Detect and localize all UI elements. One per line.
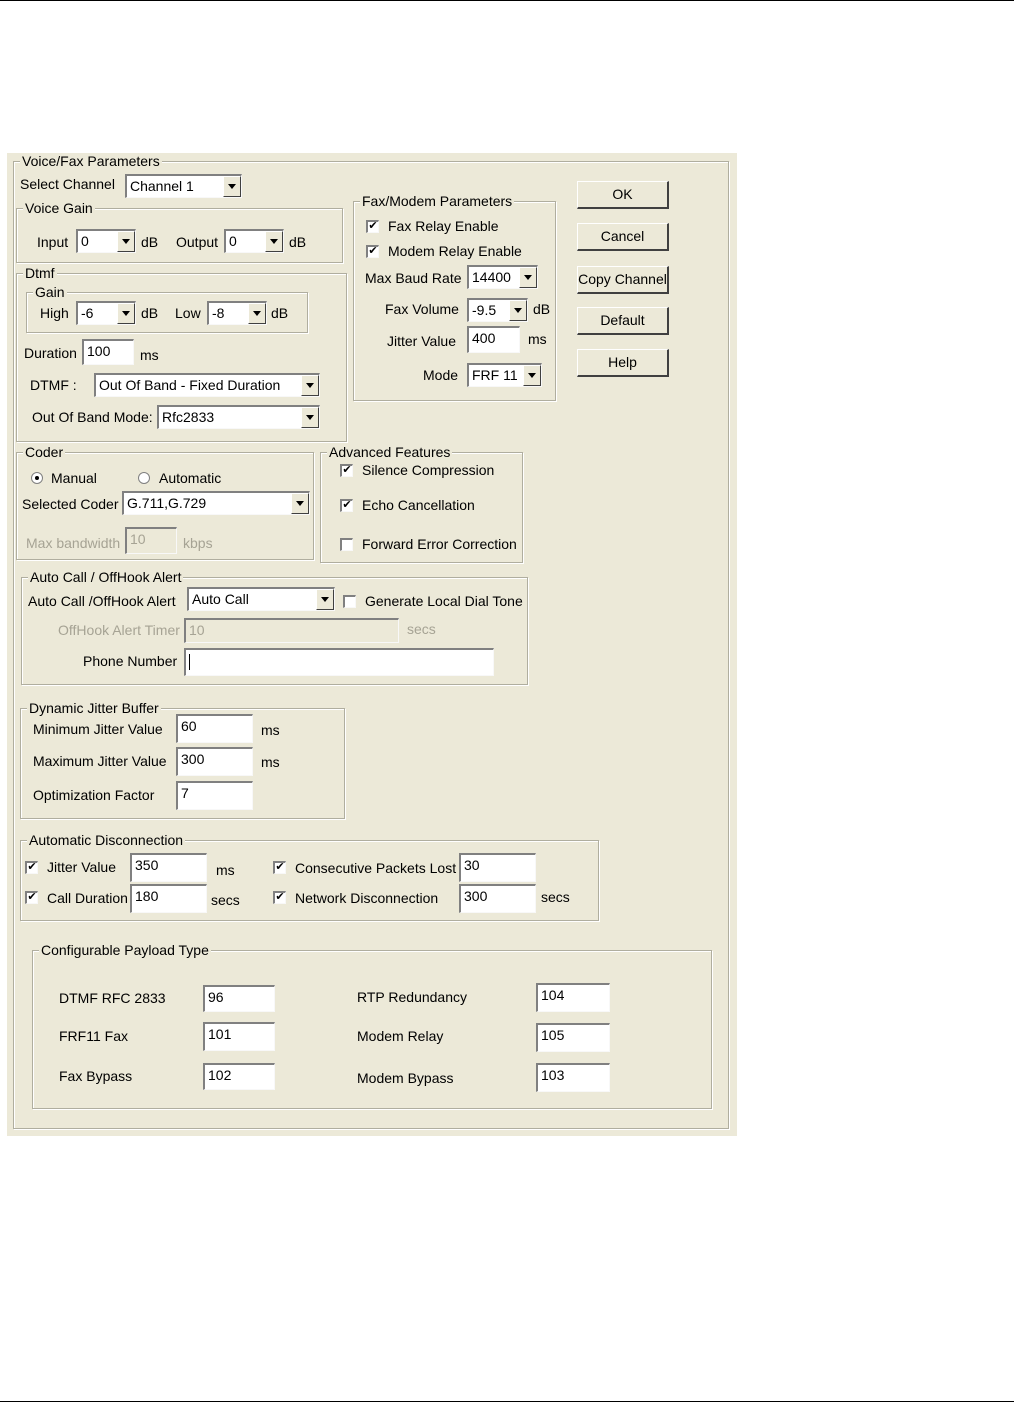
offhook-timer-input[interactable]: 10 <box>184 618 399 643</box>
fax-mode-combo[interactable] <box>467 363 542 387</box>
payload-modem-relay-input[interactable]: 105 <box>536 1023 610 1052</box>
silence-compression-checkbox[interactable]: ✔ <box>340 464 353 477</box>
fax-mode-label: Mode <box>423 367 459 383</box>
modem-relay-label: Modem Relay Enable <box>388 243 522 259</box>
input-gain-label: Input <box>37 234 69 250</box>
max-jitter-label: Maximum Jitter Value <box>33 753 167 769</box>
echo-cancellation-label: Echo Cancellation <box>362 497 475 513</box>
group-title: Advanced Features <box>329 444 451 460</box>
fax-volume-combo[interactable] <box>467 298 528 322</box>
coder-manual-label: Manual <box>51 470 97 486</box>
payload-frf11-input[interactable]: 101 <box>203 1022 275 1051</box>
silence-compression-label: Silence Compression <box>362 462 495 478</box>
chevron-down-icon[interactable] <box>117 231 135 252</box>
fax-jitter-unit: ms <box>528 331 547 347</box>
oob-mode-label: Out Of Band Mode: <box>32 409 153 425</box>
ok-button[interactable]: OK <box>577 181 669 209</box>
max-jitter-unit: ms <box>261 754 280 770</box>
phone-number-label: Phone Number <box>83 653 178 669</box>
page-top-rule <box>0 0 1014 1</box>
group-title: Automatic Disconnection <box>29 832 184 848</box>
select-channel-value: Channel 1 <box>130 178 194 194</box>
group-title: Coder <box>25 444 64 460</box>
group-title: Dynamic Jitter Buffer <box>29 700 159 716</box>
network-disconnect-label: Network Disconnection <box>295 890 439 906</box>
payload-fax-bypass-input[interactable]: 102 <box>203 1063 275 1090</box>
coder-automatic-label: Automatic <box>159 470 222 486</box>
select-channel-label: Select Channel <box>20 176 115 192</box>
dtmf-high-combo[interactable] <box>76 301 136 325</box>
phone-number-input[interactable] <box>184 648 494 676</box>
payload-modem-relay-label: Modem Relay <box>357 1028 444 1044</box>
dtmf-low-unit: dB <box>271 305 289 321</box>
group-title: Voice/Fax Parameters <box>22 153 160 169</box>
dtmf-high-value: -6 <box>81 305 94 321</box>
chevron-down-icon[interactable] <box>248 303 266 324</box>
output-gain-label: Output <box>176 234 219 250</box>
coder-automatic-radio[interactable] <box>138 472 150 484</box>
group-title: Dtmf <box>25 265 55 281</box>
group-title: Gain <box>35 284 65 300</box>
payload-modem-bypass-input[interactable]: 103 <box>536 1063 610 1092</box>
select-channel-combo[interactable] <box>125 174 242 198</box>
call-duration-checkbox[interactable]: ✔ <box>25 891 38 904</box>
default-button[interactable]: Default <box>577 307 669 335</box>
input-gain-combo[interactable] <box>76 229 136 253</box>
payload-modem-bypass-label: Modem Bypass <box>357 1070 454 1086</box>
baud-rate-value: 14400 <box>472 269 511 285</box>
optimization-factor-label: Optimization Factor <box>33 787 155 803</box>
dtmf-low-label: Low <box>175 305 201 321</box>
baud-rate-combo[interactable] <box>467 265 538 289</box>
payload-rtp-label: RTP Redundancy <box>357 989 467 1005</box>
payload-dtmf-label: DTMF RFC 2833 <box>59 990 166 1006</box>
selected-coder-value: G.711,G.729 <box>127 495 207 511</box>
dial-tone-label: Generate Local Dial Tone <box>365 593 523 609</box>
chevron-down-icon[interactable] <box>301 407 319 428</box>
echo-cancellation-checkbox[interactable]: ✔ <box>340 499 353 512</box>
fax-volume-label: Fax Volume <box>385 301 459 317</box>
dtmf-mode-label: DTMF : <box>30 377 77 393</box>
selected-coder-combo[interactable] <box>122 491 310 515</box>
page-bottom-rule <box>0 1401 1014 1402</box>
copy-channel-button[interactable]: Copy Channel <box>577 266 669 294</box>
group-title: Voice Gain <box>25 200 93 216</box>
payload-dtmf-input[interactable]: 96 <box>203 985 275 1012</box>
chevron-down-icon[interactable] <box>265 231 283 252</box>
group-title: Configurable Payload Type <box>41 942 209 958</box>
fax-jitter-label: Jitter Value <box>387 333 456 349</box>
dtmf-mode-value: Out Of Band - Fixed Duration <box>99 377 281 393</box>
optimization-factor-input[interactable]: 7 <box>176 781 253 810</box>
chevron-down-icon[interactable] <box>519 267 537 288</box>
dial-tone-checkbox[interactable] <box>343 595 356 608</box>
chevron-down-icon[interactable] <box>316 589 334 610</box>
baud-rate-label: Max Baud Rate <box>365 270 462 286</box>
auto-call-combo[interactable] <box>187 587 335 611</box>
coder-manual-radio[interactable] <box>31 472 43 484</box>
max-jitter-input[interactable]: 300 <box>176 747 253 776</box>
offhook-timer-unit: secs <box>407 621 436 637</box>
fax-relay-checkbox[interactable]: ✔ <box>366 220 379 233</box>
call-duration-input[interactable]: 180 <box>130 884 207 913</box>
selected-coder-label: Selected Coder <box>22 496 119 512</box>
packets-lost-checkbox[interactable]: ✔ <box>273 861 286 874</box>
cancel-button[interactable]: Cancel <box>577 223 669 251</box>
output-gain-combo[interactable] <box>224 229 284 253</box>
max-bandwidth-label: Max bandwidth <box>26 535 121 551</box>
chevron-down-icon[interactable] <box>523 365 541 386</box>
network-disconnect-checkbox[interactable]: ✔ <box>273 891 286 904</box>
output-gain-unit: dB <box>289 234 307 250</box>
oob-mode-value: Rfc2833 <box>162 409 215 425</box>
dtmf-duration-label: Duration <box>24 345 77 361</box>
chevron-down-icon[interactable] <box>509 300 527 321</box>
max-bandwidth-unit: kbps <box>183 535 213 551</box>
chevron-down-icon[interactable] <box>117 303 135 324</box>
dtmf-low-value: -8 <box>212 305 225 321</box>
dtmf-high-label: High <box>40 305 69 321</box>
chevron-down-icon[interactable] <box>223 176 241 197</box>
payload-frf11-label: FRF11 Fax <box>59 1028 128 1044</box>
dtmf-high-unit: dB <box>141 305 159 321</box>
call-duration-unit: secs <box>211 892 240 908</box>
fec-checkbox[interactable] <box>340 538 353 551</box>
group-title: Fax/Modem Parameters <box>362 193 513 209</box>
group-title: Auto Call / OffHook Alert <box>30 569 182 585</box>
dtmf-duration-input[interactable]: 100 <box>82 339 134 365</box>
disconnect-jitter-input[interactable]: 350 <box>130 853 207 882</box>
disconnect-jitter-label: Jitter Value <box>47 859 116 875</box>
network-disconnect-unit: secs <box>541 889 570 905</box>
min-jitter-input[interactable]: 60 <box>176 714 253 743</box>
min-jitter-label: Minimum Jitter Value <box>33 721 163 737</box>
call-duration-label: Call Duration <box>47 890 128 906</box>
payload-rtp-input[interactable]: 104 <box>536 983 610 1012</box>
oob-mode-combo[interactable] <box>157 405 320 429</box>
max-bandwidth-input[interactable]: 10 <box>125 527 177 554</box>
dtmf-mode-combo[interactable] <box>94 373 320 397</box>
dtmf-low-combo[interactable] <box>207 301 267 325</box>
modem-relay-checkbox[interactable]: ✔ <box>366 245 379 258</box>
auto-call-label: Auto Call /OffHook Alert <box>28 593 176 609</box>
fec-label: Forward Error Correction <box>362 536 517 552</box>
chevron-down-icon[interactable] <box>291 493 309 514</box>
disconnect-jitter-unit: ms <box>216 862 235 878</box>
voice-fax-dialog <box>7 153 737 1136</box>
dtmf-duration-unit: ms <box>140 347 159 363</box>
input-gain-value: 0 <box>81 233 89 249</box>
fax-relay-label: Fax Relay Enable <box>388 218 499 234</box>
text-cursor <box>189 654 190 670</box>
auto-call-value: Auto Call <box>192 591 249 607</box>
input-gain-unit: dB <box>141 234 159 250</box>
packets-lost-input[interactable]: 30 <box>459 853 536 882</box>
packets-lost-label: Consecutive Packets Lost <box>295 860 457 876</box>
fax-mode-value: FRF 11 <box>472 367 518 383</box>
payload-fax-bypass-label: Fax Bypass <box>59 1068 133 1084</box>
chevron-down-icon[interactable] <box>301 375 319 396</box>
fax-jitter-input[interactable]: 400 <box>467 326 520 353</box>
network-disconnect-input[interactable]: 300 <box>459 884 536 913</box>
min-jitter-unit: ms <box>261 722 280 738</box>
output-gain-value: 0 <box>229 233 237 249</box>
offhook-timer-label: OffHook Alert Timer <box>58 622 180 638</box>
help-button[interactable]: Help <box>577 349 669 377</box>
fax-volume-value: -9.5 <box>472 302 497 318</box>
disconnect-jitter-checkbox[interactable]: ✔ <box>25 861 38 874</box>
fax-volume-unit: dB <box>533 301 551 317</box>
